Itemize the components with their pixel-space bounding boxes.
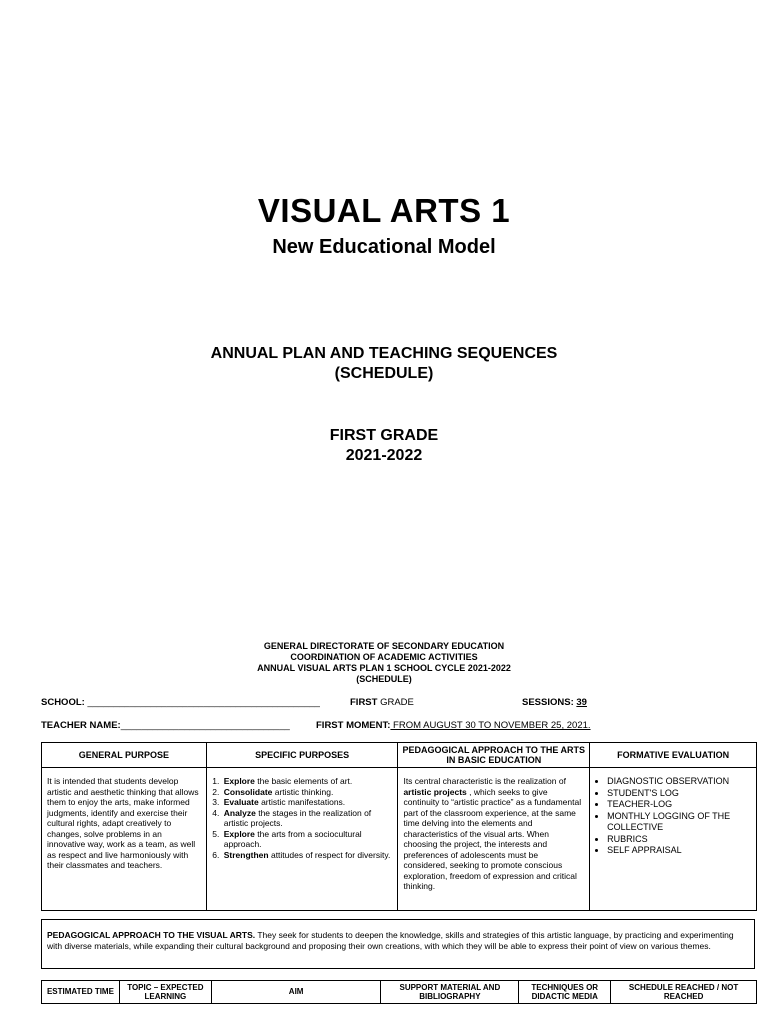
document-subtitle: New Educational Model [272, 236, 496, 258]
purpose-verb: Evaluate [223, 797, 259, 807]
moment-value: FROM AUGUST 30 TO NOVEMBER 25, 2021. [390, 720, 591, 731]
schedule-header-row [42, 981, 757, 1004]
list-item: • STUDENT'S LOG [607, 788, 751, 800]
header-topic-expected-learning: TOPIC – EXPECTED LEARNING [119, 981, 211, 1004]
list-item [222, 829, 393, 850]
approach-text-bold: artistic projects [403, 786, 467, 797]
directorate-line-4: (SCHEDULE) [356, 674, 412, 684]
moment-label: FIRST MOMENT: [316, 720, 391, 731]
directorate-header [0, 641, 768, 685]
specific-purposes-cell [206, 768, 398, 911]
evaluation-list [595, 776, 751, 857]
purpose-text: the basic elements of art. [254, 776, 353, 786]
header-support-material: SUPPORT MATERIAL AND BIBLIOGRAPHY [381, 981, 519, 1004]
pedagogical-approach-cell [398, 768, 590, 911]
general-purpose-cell [42, 768, 207, 911]
header-general-purpose: GENERAL PURPOSE [42, 743, 207, 768]
sessions-value: 39 [576, 697, 587, 708]
purpose-verb: Consolidate [223, 786, 273, 797]
plan-title-line-2: (SCHEDULE) [334, 365, 434, 382]
visual-approach-text: They seek for students to deepen the knowledge, skills and strategies of this artistic language, by practicing and experimenting with diverse materials, while expanding their cultural background and proposing their own creations, with which they will be able to express their point of view on various themes. [47, 930, 734, 951]
header-schedule-reached: SCHEDULE REACHED / NOT REACHED [611, 981, 757, 1004]
purposes-header-row [42, 743, 757, 768]
list-item: • MONTHLY LOGGING OF THE COLLECTIVE [607, 811, 751, 834]
teacher-blank: ________________________________ [120, 720, 290, 731]
directorate-line-1: GENERAL DIRECTORATE OF SECONDARY EDUCATION [263, 641, 505, 651]
approach-text-post: , which seeks to give continuity to “artistic practice” as a fundamental part of the classroom experience, at the same time delving into the elements and characteristics of the visual arts. When choosing the project, the interests and preferences of adolescents must be considered, seeking to promote conscious exploration, freedom of expression and critical thinking. [403, 786, 582, 891]
list-item: • RUBRICS [607, 834, 751, 846]
purpose-text: attitudes of respect for diversity. [268, 849, 391, 860]
grade-first: FIRST [350, 697, 378, 708]
header-techniques: TECHNIQUES OR DIDACTIC MEDIA [519, 981, 611, 1004]
teacher-field [41, 720, 290, 731]
grade-label: FIRST GRADE [329, 427, 439, 444]
purpose-verb: Explore [223, 776, 255, 786]
document-title: VISUAL ARTS 1 [257, 192, 511, 229]
purpose-text: the arts from a sociocultural approach. [223, 828, 362, 849]
sessions-field [522, 697, 587, 708]
formative-evaluation-cell [590, 768, 757, 911]
purpose-verb: Strengthen [223, 849, 269, 860]
directorate-line-2: COORDINATION OF ACADEMIC ACTIVITIES [290, 652, 478, 662]
list-item [222, 808, 393, 829]
purpose-verb: Explore [223, 828, 255, 839]
purpose-text: artistic thinking. [272, 786, 334, 797]
list-item: • TEACHER-LOG [607, 799, 751, 811]
purpose-verb: Analyze [223, 807, 256, 818]
purpose-text: the stages in the realization of artistic projects. [223, 807, 372, 828]
list-item [222, 850, 393, 861]
approach-text-pre: Its central characteristic is the realization of [403, 776, 566, 786]
school-label: SCHOOL: [41, 697, 85, 708]
specific-purposes-list [212, 776, 393, 860]
list-item: • SELF APPRAISAL [607, 845, 751, 857]
purpose-text: artistic manifestations. [258, 797, 346, 807]
plan-title-line-1: ANNUAL PLAN AND TEACHING SEQUENCES [210, 345, 558, 362]
list-item [222, 797, 393, 808]
purposes-table [41, 742, 757, 911]
visual-arts-approach-box [41, 919, 755, 969]
visual-approach-heading: PEDAGOGICAL APPROACH TO THE VISUAL ARTS. [47, 930, 256, 940]
list-item [222, 776, 393, 787]
grade-field [350, 697, 414, 708]
header-formative-evaluation: FORMATIVE EVALUATION [590, 743, 757, 768]
header-aim: AIM [211, 981, 381, 1004]
purposes-content-row [42, 768, 757, 911]
header-pedagogical-approach: PEDAGOGICAL APPROACH TO THE ARTS IN BASIC EDUCATION [398, 743, 590, 768]
plan-title [0, 344, 768, 384]
school-blank: ____________________________________________ [87, 697, 320, 708]
teacher-label: TEACHER NAME: [41, 720, 121, 731]
header-estimated-time: ESTIMATED TIME [42, 981, 120, 1004]
sessions-label: SESSIONS: [522, 697, 574, 708]
school-field [41, 697, 320, 708]
list-item [222, 787, 393, 798]
moment-field [316, 720, 591, 731]
list-item: • DIAGNOSTIC OBSERVATION [607, 776, 751, 788]
grade-word: GRADE [380, 697, 414, 708]
grade-block [0, 426, 768, 466]
school-cycle: 2021-2022 [345, 447, 423, 464]
general-purpose-text: It is intended that students develop artistic and aesthetic thinking that allows them to enjoy the arts, make informed judgments, identify and exercise their cultural rights, adapt creatively to changes, solve problems in an innovative way, work as a team, as well as respect and live harmoniously with their classmates and teachers. [47, 776, 199, 870]
header-specific-purposes: SPECIFIC PURPOSES [206, 743, 398, 768]
schedule-table [41, 980, 757, 1004]
directorate-line-3: ANNUAL VISUAL ARTS PLAN 1 SCHOOL CYCLE 2021-2022 [257, 663, 511, 673]
